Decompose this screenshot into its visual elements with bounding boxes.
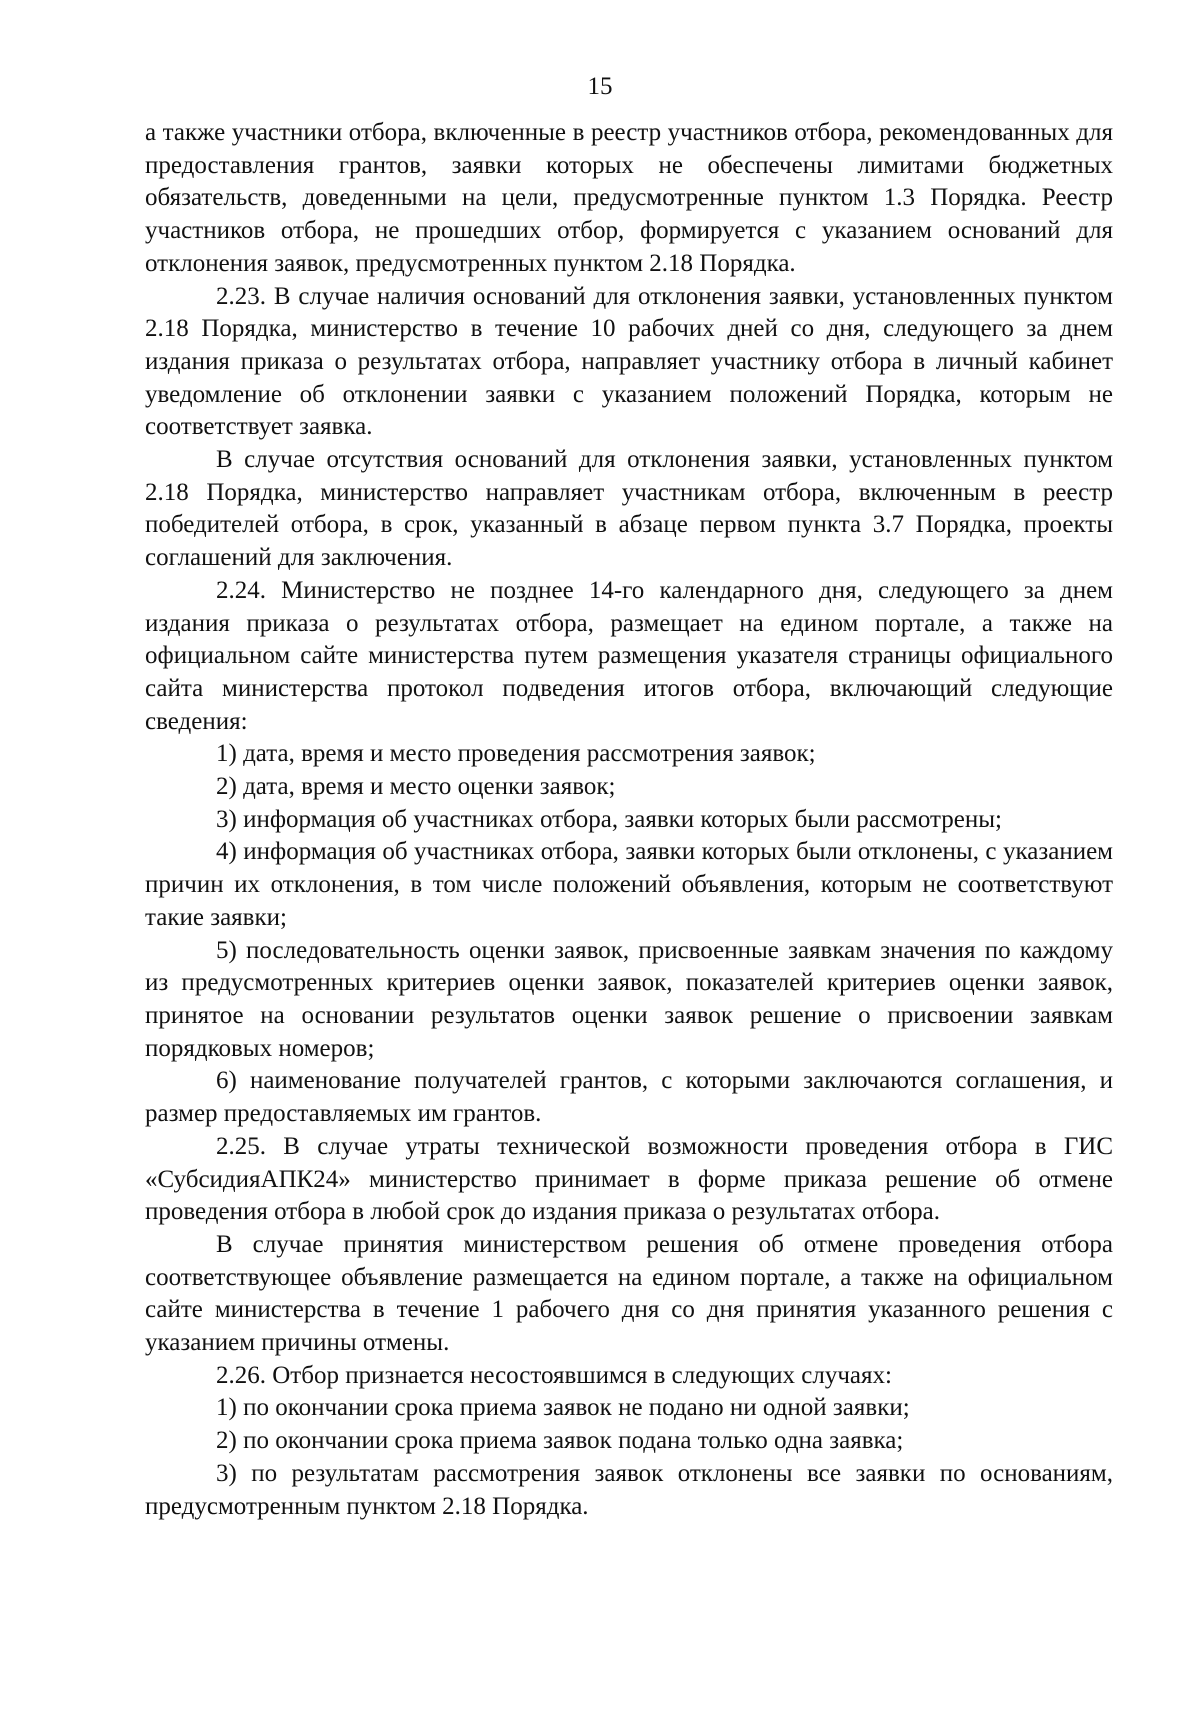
- list-item-1-review-date: 1) дата, время и место проведения рассмотрения заявок;: [216, 740, 816, 768]
- paragraph-cancellation-publication: В случае принятия министерством решения об отмене проведения отбора соответствующее объявление размещается на едином портале, а также на официальном сайте министерства в течение 1 рабочего дня со дня принятия указанного решения с указанием причины отмены.: [145, 1230, 1113, 1357]
- list-item-2-evaluation-date: 2) дата, время и место оценки заявок;: [216, 773, 616, 801]
- list-item-3-reviewed-participants: 3) информация об участниках отбора, заявки которых были рассмотрены;: [216, 805, 1002, 833]
- paragraph-2-26: 2.26. Отбор признается несостоявшимся в следующих случаях:: [216, 1361, 892, 1389]
- page-number: 15: [587, 73, 613, 100]
- paragraph-no-grounds-for-rejection: В случае отсутствия оснований для отклонения заявки, установленных пунктом 2.18 Порядка, министерство направляет участникам отбора, включенным в реестр победителей отбора, в срок, указанный в абзаце первом пункта 3.7 Порядка, проекты соглашений для заключения.: [145, 446, 1113, 572]
- paragraph-2-25: 2.25. В случае утраты технической возможности проведения отбора в ГИС «СубсидияАПК24» министерство принимает в форме приказа решение об отмене проведения отбора в любой срок до издания приказа о результатах отбора.: [145, 1132, 1113, 1226]
- paragraph-2-23: 2.23. В случае наличия оснований для отклонения заявки, установленных пунктом 2.18 Порядка, министерство в течение 10 рабочих дней со дня, следующего за днем издания приказа о результатах отбора, направляет участнику отбора в личный кабинет уведомление об отклонении заявки с указанием положений Порядка, которым не соответствует заявка.: [145, 282, 1113, 441]
- paragraph-continuation: а также участники отбора, включенные в реестр участников отбора, рекомендованных для предоставления грантов, заявки которых не обеспечены лимитами бюджетных обязательств, доведенными на цели, предусмотренные пунктом 1.3 Порядка. Реестр участников отбора, не прошедших отбор, формируется с указанием оснований для отклонения заявок, предусмотренных пунктом 2.18 Порядка.: [145, 119, 1113, 277]
- list-item-4-rejected-participants: 4) информация об участниках отбора, заявки которых были отклонены, с указанием причин их отклонения, в том числе положений объявления, которым не соответствуют такие заявки;: [145, 838, 1113, 931]
- paragraph-2-24: 2.24. Министерство не позднее 14-го календарного дня, следующего за днем издания приказа о результатах отбора, размещает на едином портале, а также на официальном сайте министерства путем размещения указателя страницы официального сайта министерства протокол подведения итогов отбора, включающий следующие сведения:: [145, 576, 1113, 735]
- list-item-3-all-rejected: 3) по результатам рассмотрения заявок отклонены все заявки по основаниям, предусмотренным пунктом 2.18 Порядка.: [145, 1459, 1113, 1520]
- document-body: [145, 117, 1113, 1523]
- list-item-5-evaluation-sequence: 5) последовательность оценки заявок, присвоенные заявкам значения по каждому из предусмотренных критериев оценки заявок, показателей критериев оценки заявок, принятое на основании результатов оценки заявок решение о присвоении заявкам порядковых номеров;: [145, 936, 1113, 1062]
- list-item-1-no-applications: 1) по окончании срока приема заявок не подано ни одной заявки;: [216, 1394, 910, 1422]
- list-item-2-single-application: 2) по окончании срока приема заявок подана только одна заявка;: [216, 1427, 904, 1455]
- list-item-6-grant-recipients: 6) наименование получателей грантов, с которыми заключаются соглашения, и размер предоставляемых им грантов.: [145, 1067, 1113, 1128]
